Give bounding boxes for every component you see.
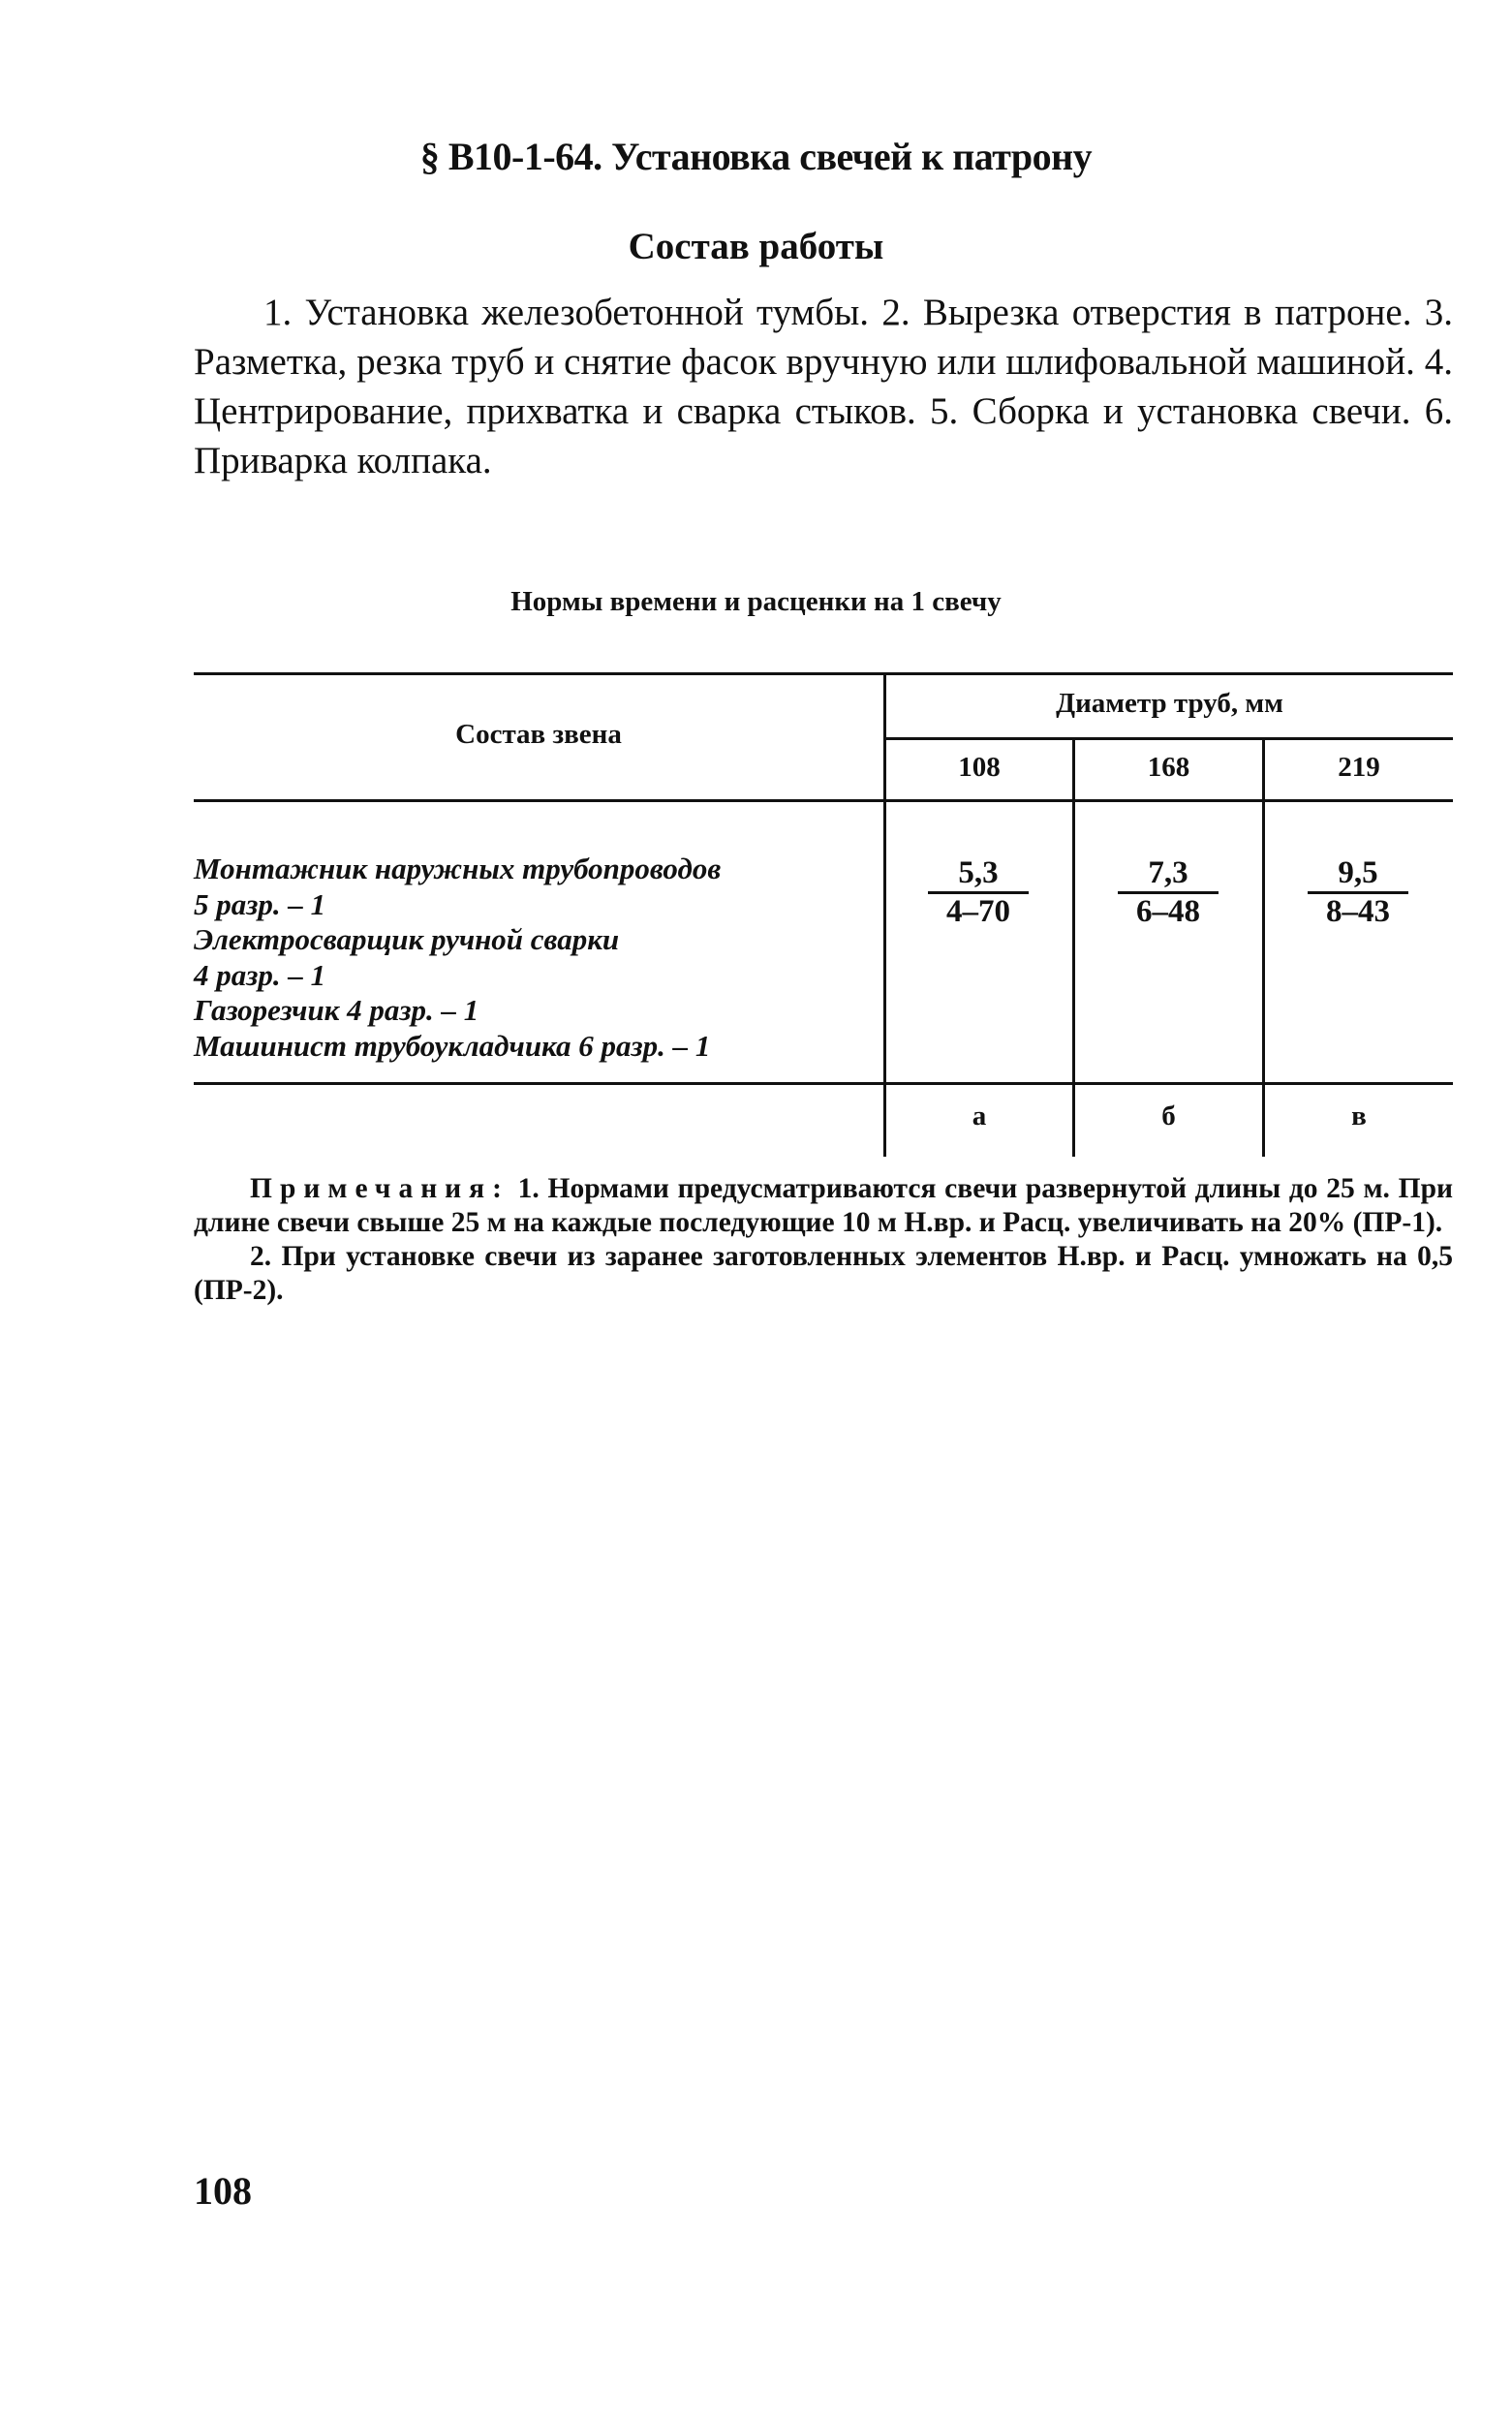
crew-header: Состав звена (455, 719, 622, 750)
work-heading: Состав работы (628, 226, 884, 267)
diameter-divider-2 (1262, 737, 1265, 1157)
page-number: 108 (194, 2169, 252, 2213)
crew-line: Газорезчик 4 разр. – 1 (194, 993, 479, 1027)
diameter-header: Диаметр труб, мм (1056, 688, 1283, 719)
rate: 6–48 (1136, 894, 1200, 929)
diameter-divider-1 (1072, 737, 1075, 1157)
time-norm: 5,3 (958, 855, 999, 890)
note-1-text: 1. Нормами предусматриваются свечи развернутой длины до 25 м. При длине свечи свыше 25 м на каждые последующие 10 м Н.вр. и Расц. увеличивать на 20% (ПР-1). (194, 1173, 1453, 1238)
crew-line: Электросварщик ручной сварки (194, 922, 620, 956)
table-top-rule (194, 672, 1453, 675)
rate: 4–70 (946, 894, 1010, 929)
diameter-219: 219 (1338, 752, 1380, 783)
crew-column-divider (883, 672, 886, 1157)
column-letter-b: б (1161, 1100, 1176, 1132)
time-norm: 9,5 (1338, 855, 1378, 890)
column-letter-v: в (1351, 1100, 1367, 1132)
column-letter-a: а (972, 1100, 987, 1132)
work-description: 1. Установка железобетонной тумбы. 2. Вырезка отверстия в патроне. 3. Разметка, резка труб и снятие фасок вручную или шлифовальной машиной. 4. Центрирование, прихватка и сварка стыков. 5. Сборка и установка свечи. 6. Приварка колпака. (194, 292, 1453, 481)
note-1 (194, 1172, 1453, 1240)
diameter-108: 108 (958, 752, 1001, 783)
notes-label: Примечания: (250, 1173, 509, 1204)
crew-line: 5 разр. – 1 (194, 886, 326, 921)
note-2: 2. При установке свечи из заранее заготовленных элементов Н.вр. и Расц. умножать на 0,5 (ПР-2). (194, 1241, 1453, 1306)
diameter-168: 168 (1147, 752, 1190, 783)
crew-line: 4 разр. – 1 (194, 957, 326, 992)
norms-table (194, 672, 1453, 1157)
rate: 8–43 (1326, 894, 1390, 929)
table-caption: Нормы времени и расценки на 1 свечу (510, 586, 1002, 617)
time-norm: 7,3 (1148, 855, 1188, 890)
section-title: § В10-1-64. Установка свечей к патрону (419, 135, 1093, 178)
norm-168 (1081, 854, 1255, 929)
crew-line: Машинист трубоукладчика 6 разр. – 1 (194, 1028, 711, 1063)
crew-line: Монтажник наружных трубопроводов (194, 852, 722, 885)
crew-composition (194, 852, 872, 1064)
diameter-header-rule (884, 737, 1453, 740)
norm-219 (1271, 854, 1445, 929)
notes (194, 1172, 1453, 1308)
norm-108 (891, 854, 1065, 929)
